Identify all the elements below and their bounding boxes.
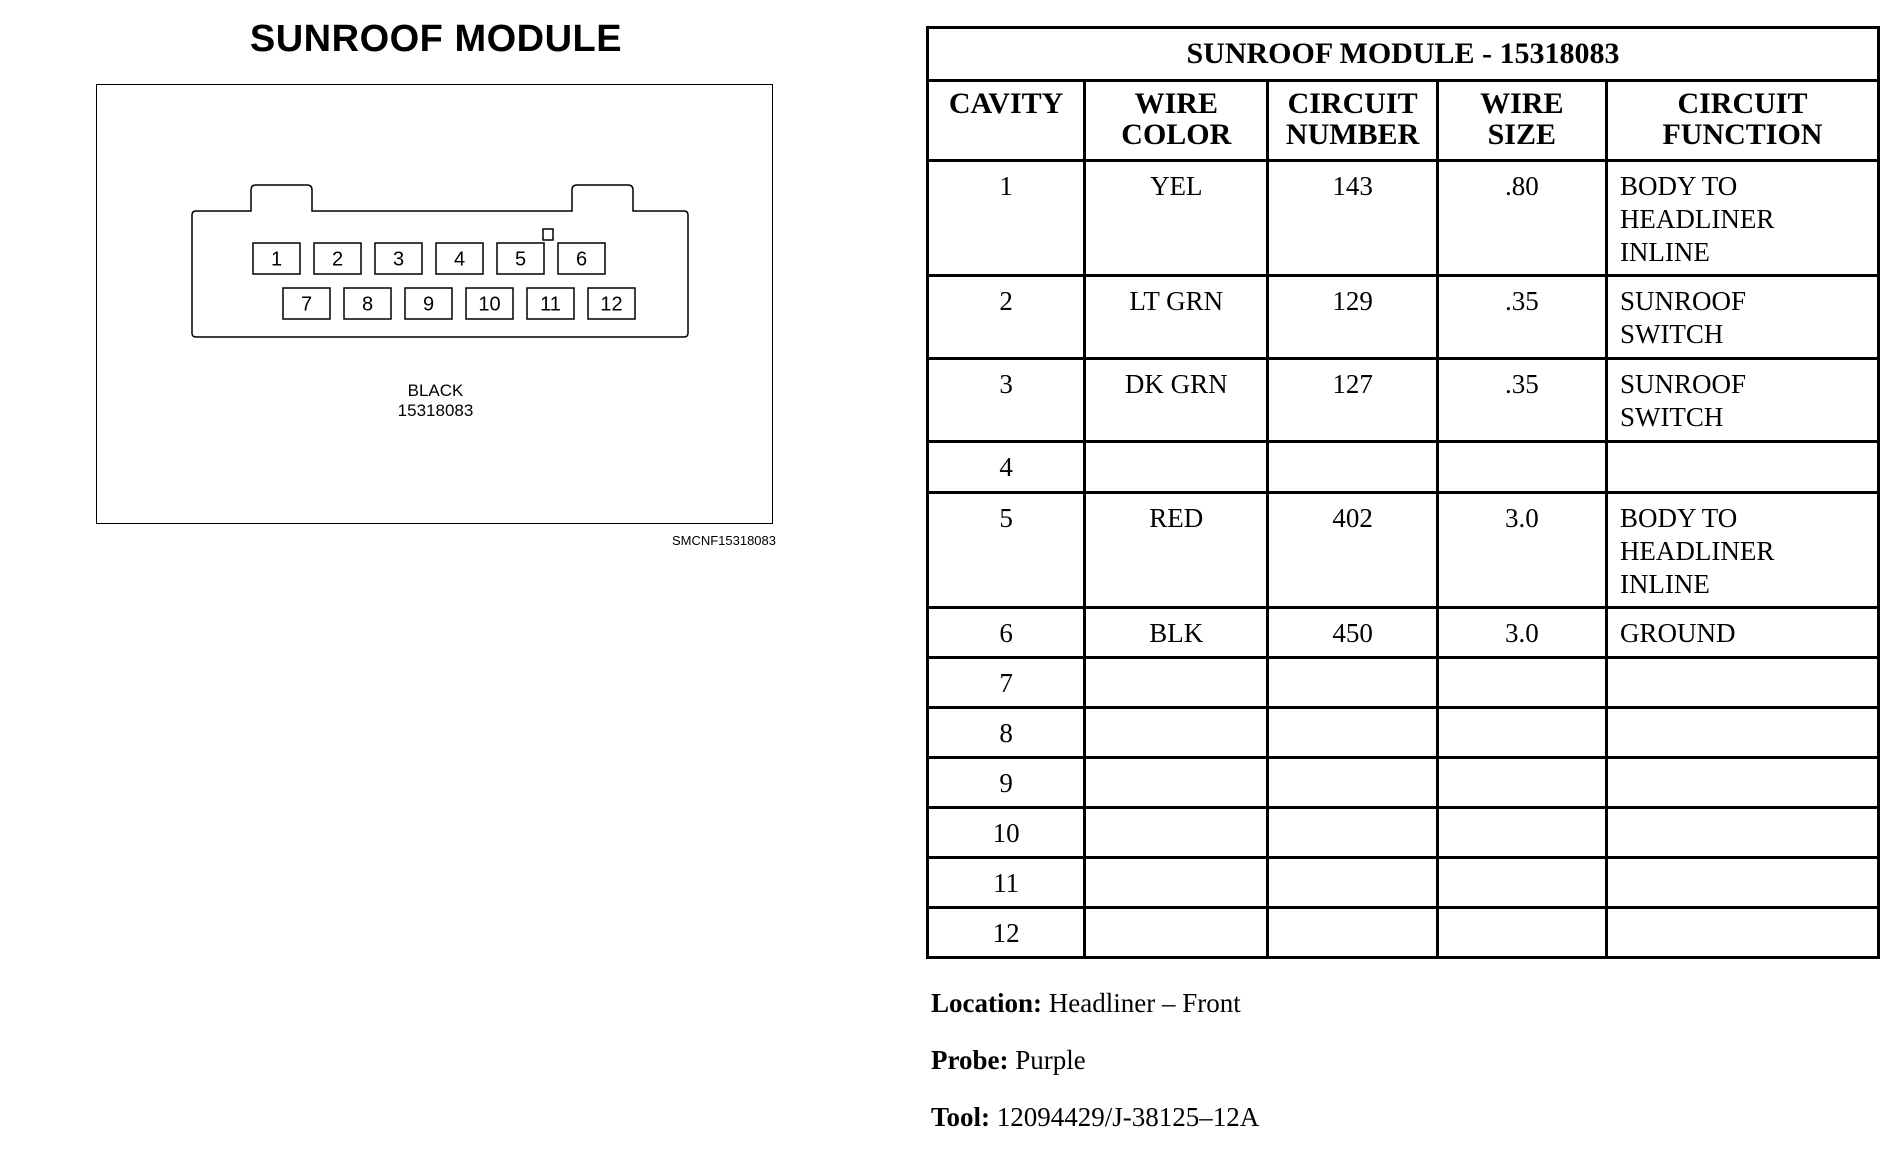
probe-note xyxy=(931,1045,1086,1076)
cell-circuit-number: 129 xyxy=(1268,276,1437,359)
table-header-row xyxy=(928,81,1879,161)
cell-wire-size: .35 xyxy=(1437,276,1606,359)
cell-cavity: 2 xyxy=(928,276,1085,359)
cell-circuit-function: SUNROOF SWITCH xyxy=(1606,359,1878,442)
cell-wire-color: DK GRN xyxy=(1085,359,1268,442)
cell-wire-size xyxy=(1437,658,1606,708)
cell-circuit-number xyxy=(1268,708,1437,758)
cavity-row-bottom xyxy=(283,288,635,319)
cell-cavity: 1 xyxy=(928,161,1085,276)
cell-circuit-function xyxy=(1606,758,1878,808)
header-circuit-number-text: CIRCUIT NUMBER xyxy=(1285,87,1420,151)
cell-cavity: 10 xyxy=(928,808,1085,858)
cavity-label-3: 3 xyxy=(392,248,405,271)
cell-cavity: 12 xyxy=(928,908,1085,958)
cell-wire-size xyxy=(1437,708,1606,758)
table-title-row xyxy=(928,28,1879,81)
table-row xyxy=(928,708,1879,758)
tool-note xyxy=(931,1102,1259,1133)
table-row xyxy=(928,442,1879,493)
cell-wire-color xyxy=(1085,758,1268,808)
cell-wire-color xyxy=(1085,442,1268,493)
cavity-label-5: 5 xyxy=(514,248,527,271)
cell-cavity: 5 xyxy=(928,493,1085,608)
connector-diagram xyxy=(96,84,773,524)
tool-label: Tool: xyxy=(931,1102,991,1132)
header-wire-size-text: WIRE SIZE xyxy=(1480,87,1564,151)
cell-wire-size xyxy=(1437,858,1606,908)
header-wire-color xyxy=(1085,81,1268,161)
table-row xyxy=(928,161,1879,276)
cavity-label-1: 1 xyxy=(270,248,283,271)
cell-wire-size xyxy=(1437,758,1606,808)
cell-wire-color xyxy=(1085,658,1268,708)
cell-cavity: 6 xyxy=(928,608,1085,658)
cell-cavity: 11 xyxy=(928,858,1085,908)
connector-part-number: 15318083 xyxy=(397,401,474,420)
cavity-row-top xyxy=(253,243,605,274)
connector-color-label: BLACK xyxy=(407,381,464,400)
cavity-label-6: 6 xyxy=(575,248,588,271)
table-row xyxy=(928,758,1879,808)
table-row xyxy=(928,359,1879,442)
table-row xyxy=(928,658,1879,708)
location-label: Location: xyxy=(931,988,1042,1018)
cell-wire-color xyxy=(1085,708,1268,758)
location-note xyxy=(931,988,1241,1019)
table-title: SUNROOF MODULE - 15318083 xyxy=(928,28,1879,81)
cell-circuit-function xyxy=(1606,658,1878,708)
cavity-label-12: 12 xyxy=(600,293,623,316)
cell-circuit-function xyxy=(1606,442,1878,493)
cell-wire-color: RED xyxy=(1085,493,1268,608)
cell-cavity: 8 xyxy=(928,708,1085,758)
cell-circuit-number: 450 xyxy=(1268,608,1437,658)
cell-cavity: 4 xyxy=(928,442,1085,493)
tool-value: 12094429/J-38125–12A xyxy=(996,1102,1260,1132)
cell-wire-color xyxy=(1085,858,1268,908)
cavity-label-8: 8 xyxy=(361,293,374,316)
header-circuit-function xyxy=(1606,81,1878,161)
cell-circuit-number xyxy=(1268,908,1437,958)
pinout-table xyxy=(926,26,1880,959)
cell-wire-size: 3.0 xyxy=(1437,493,1606,608)
cell-wire-size xyxy=(1437,808,1606,858)
cell-cavity: 9 xyxy=(928,758,1085,808)
header-wire-color-text: WIRE COLOR xyxy=(1121,87,1232,151)
header-circuit-number xyxy=(1268,81,1437,161)
cavity-label-9: 9 xyxy=(422,293,435,316)
cell-wire-color: BLK xyxy=(1085,608,1268,658)
cell-circuit-number xyxy=(1268,658,1437,708)
cavity-label-2: 2 xyxy=(331,248,344,271)
table-row xyxy=(928,276,1879,359)
cell-circuit-function: SUNROOF SWITCH xyxy=(1606,276,1878,359)
header-cavity: CAVITY xyxy=(928,81,1085,161)
cavity-label-7: 7 xyxy=(300,293,313,316)
cell-wire-size xyxy=(1437,908,1606,958)
cell-circuit-number: 402 xyxy=(1268,493,1437,608)
cell-circuit-function xyxy=(1606,858,1878,908)
cell-circuit-number: 127 xyxy=(1268,359,1437,442)
connector-face-svg xyxy=(97,85,774,525)
cell-circuit-number xyxy=(1268,808,1437,858)
cell-wire-size: .80 xyxy=(1437,161,1606,276)
cell-wire-color xyxy=(1085,808,1268,858)
cell-circuit-number xyxy=(1268,758,1437,808)
cavity-label-4: 4 xyxy=(453,248,466,271)
probe-value: Purple xyxy=(1015,1045,1086,1075)
table-row xyxy=(928,808,1879,858)
cell-circuit-function xyxy=(1606,808,1878,858)
cell-circuit-function: BODY TO HEADLINER INLINE xyxy=(1606,161,1878,276)
table-row xyxy=(928,908,1879,958)
cell-circuit-number: 143 xyxy=(1268,161,1437,276)
header-wire-size xyxy=(1437,81,1606,161)
cavity-label-10: 10 xyxy=(478,293,501,316)
cell-circuit-number xyxy=(1268,858,1437,908)
cell-circuit-function: GROUND xyxy=(1606,608,1878,658)
cell-circuit-function: BODY TO HEADLINER INLINE xyxy=(1606,493,1878,608)
cell-wire-color xyxy=(1085,908,1268,958)
cell-wire-size: .35 xyxy=(1437,359,1606,442)
cell-circuit-function xyxy=(1606,908,1878,958)
cell-wire-color: LT GRN xyxy=(1085,276,1268,359)
table-row xyxy=(928,608,1879,658)
cell-wire-color: YEL xyxy=(1085,161,1268,276)
table-row xyxy=(928,493,1879,608)
header-circuit-function-text: CIRCUIT FUNCTION xyxy=(1662,87,1823,151)
diagram-reference-code: SMCNF15318083 xyxy=(671,533,776,548)
cell-wire-size: 3.0 xyxy=(1437,608,1606,658)
cell-circuit-number xyxy=(1268,442,1437,493)
location-value: Headliner – Front xyxy=(1048,988,1241,1018)
cell-circuit-function xyxy=(1606,708,1878,758)
cell-cavity: 7 xyxy=(928,658,1085,708)
cavity-label-11: 11 xyxy=(540,293,561,316)
probe-label: Probe: xyxy=(931,1045,1009,1075)
cell-cavity: 3 xyxy=(928,359,1085,442)
pin1-marker-box xyxy=(543,229,553,240)
cell-wire-size xyxy=(1437,442,1606,493)
table-row xyxy=(928,858,1879,908)
diagram-title: SUNROOF MODULE xyxy=(249,18,623,60)
